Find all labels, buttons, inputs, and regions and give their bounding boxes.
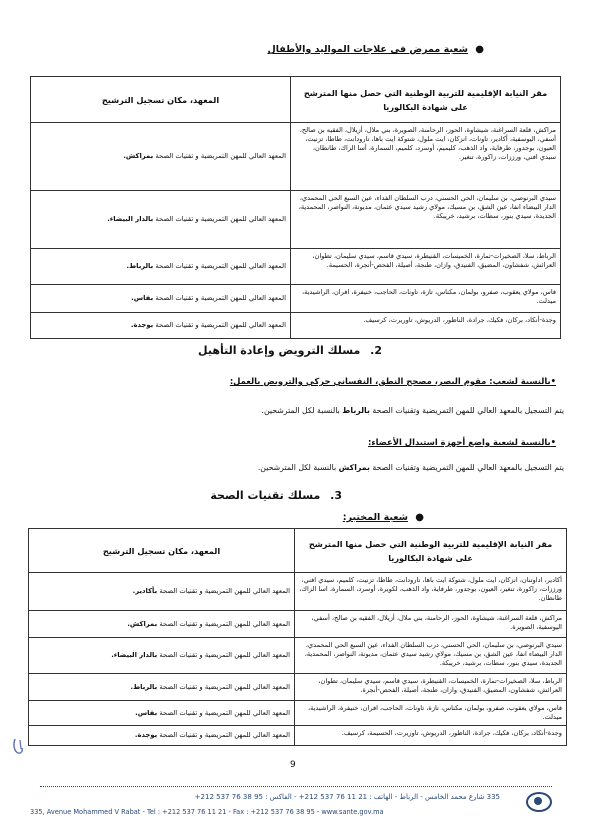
paragraph-rehab-rabat: يتم التسجيل بالمعهد العالي للمهن التمريضية وتقنيات الصحة بالرباط بالنسبة لكل المترشحين. xyxy=(261,406,564,415)
bullet-dot-icon: ● xyxy=(415,512,424,523)
row-locations: فاس، مولاي يعقوب، صفرو، بولمان، مكناس، تازة، تاونات، الحاجب، افران، خنيفرة، الراشيدية، ميدلت. xyxy=(295,701,567,726)
section-number: 2. xyxy=(370,344,382,357)
row-locations: سيدي البرنوصي، بن سليمان، الحي الحسني، درب السلطان الفداء، عين السبع الحي المحمدي، الدار البيضاء انفا، عين الشق، بن مسيك، مولاي رشيد سيدي عثمان، مديونة، النواصر، المحمدية، الجديدة، سيدي بنور، سطات، برشيد، خريبكة. xyxy=(295,638,567,674)
row-institute: المعهد العالي للمهن التمريضية و تقنيات الصحة بمراكش. xyxy=(31,123,291,191)
row-city: بالدار البيضاء. xyxy=(111,651,158,659)
row-institute: المعهد العالي للمهن التمريضية و تقنيات الصحة بأكادير. xyxy=(29,573,295,611)
section-title-text: مسلك الترويض وإعادة التأهيل xyxy=(198,344,361,357)
table-row xyxy=(31,191,561,249)
footer-address-latin: 335, Avenue Mohammed V Rabat - Tel : +212 537 76 11 21 - Fax : +212 537 76 38 95 - www.sante.gov.ma xyxy=(30,808,384,816)
row-city: بفاس. xyxy=(131,294,154,302)
section-bullet-lab xyxy=(343,512,424,523)
section-number: 3. xyxy=(330,489,342,502)
city-highlight: بالرباط xyxy=(342,406,370,415)
paragraph-prosthetics-marrakech: يتم التسجيل بالمعهد العالي للمهن التمريضية وتقنيات الصحة بمراكش بالنسبة لكل المترشحين. xyxy=(257,463,564,472)
table-row xyxy=(31,313,561,339)
table-row xyxy=(29,701,567,726)
row-city: بوجدة. xyxy=(134,731,158,739)
page-number: 9 xyxy=(290,760,296,770)
bullet-dot-icon: • xyxy=(550,437,556,447)
row-locations: وجدة-أنكاد، بركان، فكيك، جرادة، الناظور، الدريوش، تاوريرت، كرسيف. xyxy=(291,313,561,339)
table-header-location: مقر النيابة الإقليمية للتربية الوطنية التي حصل منها المترشح على شهادة البكالوريا xyxy=(295,529,567,573)
table-row xyxy=(31,249,561,285)
footer-divider xyxy=(40,786,552,787)
row-institute: المعهد العالي للمهن التمريضية و تقنيات الصحة بوجدة. xyxy=(29,726,295,746)
bullet-dot-icon: ● xyxy=(475,44,484,55)
bullet-rehab-branches: •بالنسبة لشعب: مقوم البصر، مصحح النطق، النفساني حركي والترويض بالعمل: xyxy=(229,376,556,386)
section-title-rehab xyxy=(198,344,382,357)
table-header-institute: المعهد، مكان تسجيل الترشيح xyxy=(31,77,291,123)
table-institutes-neonatal xyxy=(30,76,561,339)
row-locations: مراكش، قلعة السراغنة، شيشاوة، الحوز، الرحامنة، بني ملال، أزيلال، الفقيه بن صالح، أسفي، اليوسفية، الصويرة. xyxy=(295,611,567,638)
row-city: بالدار البيضاء. xyxy=(107,215,154,223)
table-header-institute: المعهد، مكان تسجيل الترشيح xyxy=(29,529,295,573)
row-institute: المعهد العالي للمهن التمريضية و تقنيات الصحة بالرباط. xyxy=(31,249,291,285)
footer-address-arabic: 335 شارع محمد الخامس - الرباط - الهاتف : 21 11 76 537 212+ - الفاكس : 95 38 76 537 212+ xyxy=(194,793,500,801)
row-institute: المعهد العالي للمهن التمريضية و تقنيات الصحة بفاس. xyxy=(31,285,291,313)
row-city: بأكادير. xyxy=(132,587,158,595)
handwritten-mark-icon xyxy=(12,737,26,755)
logo-center-icon xyxy=(534,797,542,805)
row-locations: سيدي البرنوصي، بن سليمان، الحي الحسني، درب السلطان الفداء، عين السبع الحي المحمدي، الدار البيضاء انفا، عين الشق، بن مسيك، مولاي رشيد سيدي عثمان، مديونة، النواصر، المحمدية، الجديدة، سيدي بنور، سطات، برشيد، خريبكة. xyxy=(291,191,561,249)
table-row xyxy=(31,123,561,191)
row-locations: مراكش، قلعة السراغنة، شيشاوة، الحوز، الرحامنة، الصويرة، بني ملال، أزيلال، الفقيه بن صالح، أسفي، اليوسفية، أكادير، تاونات، انزكان، ايت ملول، شتوكة ايت باها، تارودانت، طاطا، تزنيت، العيون، بوجدور، طرفاية، واد الذهب، كليميم، أوسرد، كلميم، السمارة، أسا الزاك، طانطان، سيدي افني، ورززات، زاكورة، تنغير. xyxy=(291,123,561,191)
table-row xyxy=(31,285,561,313)
section-bullet-text: شعبة ممرض في علاجات المواليد والأطفال xyxy=(267,44,468,55)
row-institute: المعهد العالي للمهن التمريضية و تقنيات الصحة بمراكش. xyxy=(29,611,295,638)
table-row xyxy=(29,674,567,701)
row-city: بالرباط. xyxy=(130,682,158,691)
row-city: بالرباط. xyxy=(126,262,154,270)
section-bullet-text: شعبة المختبر: xyxy=(342,512,408,523)
row-city: بمراكش. xyxy=(127,619,158,628)
bullet-prosthetics: •بالنسبة لشعبة واضع أجهزة استبدال الأعضاء: xyxy=(368,437,556,447)
row-city: بوجدة. xyxy=(130,321,154,329)
row-city: بمراكش. xyxy=(123,152,154,160)
row-locations: أكادير، اداوتنان، انزكان، ايت ملول، شتوكة ايت باها، تارودانت، طاطا، تزنيت، كلميم، سيدي افني، ورززات، زاكورة، تنغير، العيون، بوجدور، طرفاية، واد الذهب، لكويرة، أوسرد، السمارة، اسا الزاك، طانطان. xyxy=(295,573,567,611)
row-locations: وجدة-أنكاد، بركان، فكيك، جرادة، الناظور، الدريوش، تاوريرت، الحسيمة، كرسيف. xyxy=(295,726,567,746)
table-row xyxy=(29,573,567,611)
table-row xyxy=(29,611,567,638)
row-locations: الرباط، سلا، الصخيرات-تمارة، الخميسات، القنيطرة، سيدي قاسم، سيدي سليمان، تطوان، العرائش، شفشاون، المضيق، الفنيدق، وازان، طنجة، أصيلة، الفحص-أنجرة. xyxy=(295,674,567,701)
table-header-location: مقر النيابة الإقليمية للتربية الوطنية التي حصل منها المترشح على شهادة البكالوريا xyxy=(291,77,561,123)
row-locations: فاس، مولاي يعقوب، صفرو، بولمان، مكناس، تازة، تاونات، الحاجب، خنيفرة، افران، الراشيدية، ميدلت. xyxy=(291,285,561,313)
row-institute: المعهد العالي للمهن التمريضية و تقنيات الصحة بفاس. xyxy=(29,701,295,726)
table-row xyxy=(29,638,567,674)
bullet-dot-icon: • xyxy=(550,376,556,386)
section-title-health-tech xyxy=(210,489,342,502)
section-title-text: مسلك تقنيات الصحة xyxy=(210,489,321,502)
table-institutes-lab xyxy=(28,528,567,746)
row-institute: المعهد العالي للمهن التمريضية و تقنيات الصحة بالدار البيضاء. xyxy=(29,638,295,674)
row-institute: المعهد العالي للمهن التمريضية و تقنيات الصحة بوجدة. xyxy=(31,313,291,339)
city-highlight: بمراكش xyxy=(338,463,370,472)
table-row xyxy=(29,726,567,746)
row-institute: المعهد العالي للمهن التمريضية و تقنيات الصحة بالرباط. xyxy=(29,674,295,701)
row-city: بفاس. xyxy=(135,708,158,717)
section-bullet-neonatal xyxy=(267,44,484,55)
row-institute: المعهد العالي للمهن التمريضية و تقنيات الصحة بالدار البيضاء. xyxy=(31,191,291,249)
row-locations: الرباط، سلا، الصخيرات-تمارة، الخميسات، القنيطرة، سيدي قاسم، سيدي سليمان، تطوان، العرائش، شفشاون، المضيق، الفنيدق، وازان، طنجة، أصيلة، الفحص-أنجرة، الحسيمة. xyxy=(291,249,561,285)
ministry-logo-icon xyxy=(526,792,552,812)
